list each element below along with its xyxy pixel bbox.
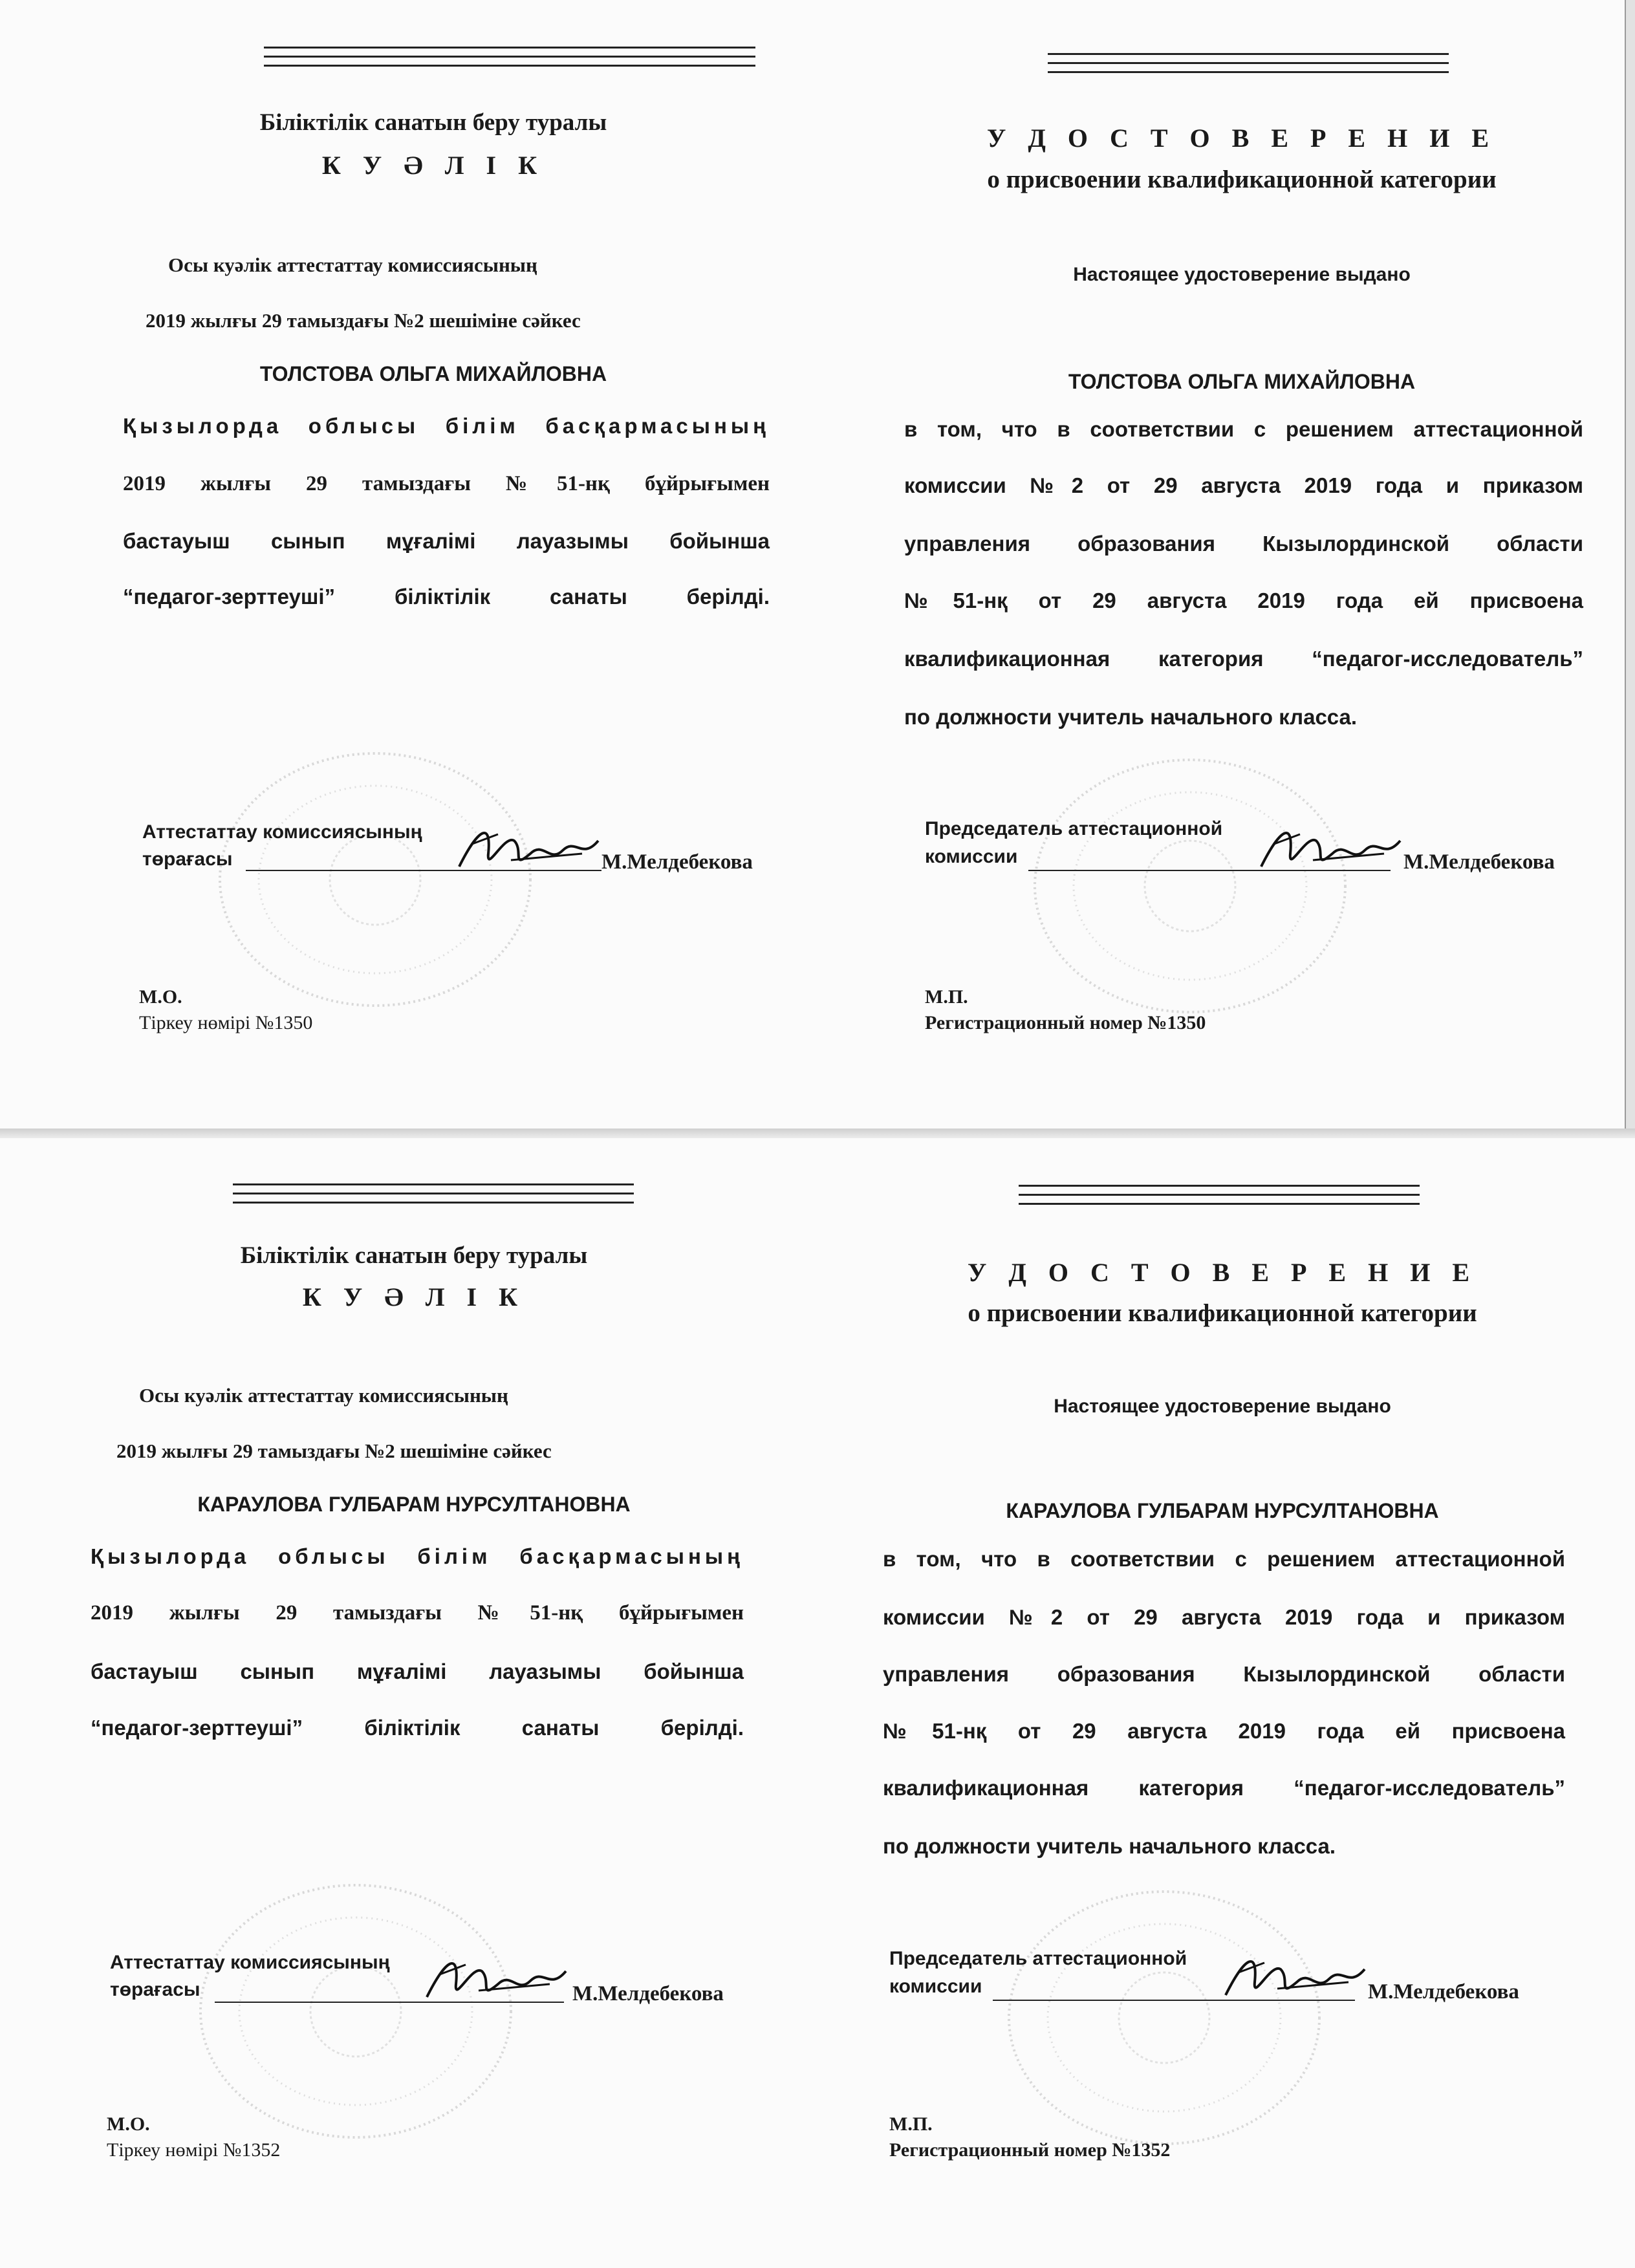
ru-body-line: квалификационная категория “педагог-исследователь”: [904, 647, 1583, 671]
header-rules: [1048, 53, 1449, 80]
ru-body-line: управления образования Кызылординской области: [883, 1662, 1565, 1686]
kz-recipient-name: КАРАУЛОВА ГУЛБАРАМ НУРСУЛТАНОВНА: [197, 1493, 631, 1516]
kz-signatory-name: М.Мелдебекова: [572, 1982, 724, 2005]
ru-body-line: в том, что в соответствии с решением аттестационной: [904, 417, 1583, 441]
ru-body-line: комиссии №2 от 29 августа 2019 года и приказом: [904, 473, 1583, 497]
ru-issued-to: Настоящее удостоверение выдано: [1073, 264, 1411, 285]
ru-title: У Д О С Т О В Е Р Е Н И Е: [967, 1258, 1478, 1287]
ru-body-line: комиссии №2 от 29 августа 2019 года и приказом: [883, 1605, 1565, 1629]
kz-signatory-name: М.Мелдебекова: [601, 850, 753, 874]
kz-recipient-name: ТОЛСТОВА ОЛЬГА МИХАЙЛОВНА: [259, 362, 607, 385]
kz-signature-label-1: Аттестаттау комиссиясының: [142, 821, 422, 843]
ru-registration-number: Регистрационный номер №1352: [889, 2139, 1171, 2161]
ru-title: У Д О С Т О В Е Р Е Н И Е: [986, 124, 1497, 153]
ru-body-line: №51-нқ от 29 августа 2019 года ей присвоена: [883, 1719, 1565, 1743]
kz-seal-place: М.О.: [107, 2113, 150, 2135]
official-stamp-faded: [1022, 750, 1358, 1022]
ru-issued-to: Настоящее удостоверение выдано: [1054, 1396, 1391, 1417]
ru-body-line: управления образования Кызылординской области: [904, 532, 1583, 556]
kz-registration-number: Тіркеу нөмірі №1352: [107, 2139, 281, 2161]
kz-seal-place: М.О.: [139, 986, 182, 1008]
ru-recipient-name: КАРАУЛОВА ГУЛБАРАМ НУРСУЛТАНОВНА: [1006, 1499, 1439, 1522]
ru-signature-label-2: комиссии: [889, 1976, 982, 1997]
kz-subtitle: К У Ә Л І К: [302, 1282, 526, 1312]
header-rules: [1019, 1185, 1420, 1212]
ru-body-line: по должности учитель начального класса.: [904, 705, 1358, 729]
ru-signatory-name: М.Мелдебекова: [1368, 1980, 1519, 2003]
certificate-sheet-1: [0, 0, 1635, 1129]
ru-signature-label-1: Председатель аттестационной: [889, 1948, 1187, 1969]
kz-signature-label-2: төрағасы: [142, 848, 233, 870]
ru-seal-place: М.П.: [889, 2113, 933, 2135]
kz-body-line: 2019 жылғы 29 тамыздағы №51-нқ бұйрығымен: [91, 1601, 744, 1625]
ru-subtitle: о присвоении квалификационной категории: [987, 166, 1497, 193]
kazakh-certificate: [71, 1138, 757, 2268]
ru-signature-label-1: Председатель аттестационной: [925, 818, 1223, 839]
handwritten-signature: [1219, 1943, 1374, 2014]
ru-body-line: в том, что в соответствии с решением аттестационной: [883, 1547, 1565, 1571]
handwritten-signature: [1255, 815, 1410, 886]
ru-signature-label-2: комиссии: [925, 846, 1018, 867]
kz-body-line: 2019 жылғы 29 тамыздағы №51-нқ бұйрығымен: [123, 472, 770, 495]
ru-body-line: квалификационная категория “педагог-исследователь”: [883, 1776, 1565, 1800]
kz-body-line: “педагог-зерттеуші” біліктілік санаты берілді.: [123, 585, 770, 609]
handwritten-signature: [453, 815, 608, 886]
kz-registration-number: Тіркеу нөмірі №1350: [139, 1012, 313, 1033]
kz-title: Біліктілік санатын беру туралы: [240, 1242, 588, 1269]
kz-signature-label-2: төрағасы: [110, 1979, 200, 2000]
kz-intro-line-1: Осы куәлік аттестаттау комиссиясының: [139, 1384, 508, 1407]
kz-intro-line-1: Осы куәлік аттестаттау комиссиясының: [168, 254, 537, 276]
kazakh-certificate: [91, 0, 776, 1129]
handwritten-signature: [420, 1945, 576, 2016]
ru-signatory-name: М.Мелдебекова: [1403, 850, 1555, 874]
kz-body-line: Қызылорда облысы білім басқармасының: [123, 414, 770, 438]
ru-subtitle: о присвоении квалификационной категории: [968, 1299, 1477, 1327]
header-rules: [264, 47, 755, 74]
russian-certificate: [873, 1138, 1572, 2268]
kz-body-line: “педагог-зерттеуші” біліктілік санаты берілді.: [91, 1716, 744, 1740]
paper-edge: [1625, 0, 1635, 1129]
ru-registration-number: Регистрационный номер №1350: [925, 1012, 1206, 1033]
ru-body-line: №51-нқ от 29 августа 2019 года ей присвоена: [904, 589, 1583, 612]
kz-subtitle: К У Ә Л І К: [321, 151, 545, 180]
kz-intro-line-2: 2019 жылғы 29 тамыздағы №2 шешіміне сәйкес: [146, 309, 581, 332]
official-stamp-faded: [996, 1882, 1332, 2154]
kz-signature-label-1: Аттестаттау комиссиясының: [110, 1952, 390, 1973]
kz-body-line: Қызылорда облысы білім басқармасының: [91, 1544, 744, 1568]
ru-recipient-name: ТОЛСТОВА ОЛЬГА МИХАЙЛОВНА: [1068, 370, 1416, 393]
ru-body-line: по должности учитель начального класса.: [883, 1834, 1336, 1858]
certificate-sheet-2: [0, 1138, 1635, 2268]
kz-body-line: бастауыш сынып мұғалімі лауазымы бойынша: [123, 529, 770, 553]
header-rules: [233, 1183, 634, 1211]
kz-intro-line-2: 2019 жылғы 29 тамыздағы №2 шешіміне сәйкес: [116, 1440, 552, 1462]
kz-body-line: бастауыш сынып мұғалімі лауазымы бойынша: [91, 1659, 744, 1683]
kz-title: Біліктілік санатын беру туралы: [259, 109, 607, 136]
ru-seal-place: М.П.: [925, 986, 968, 1008]
russian-certificate: [893, 0, 1591, 1129]
